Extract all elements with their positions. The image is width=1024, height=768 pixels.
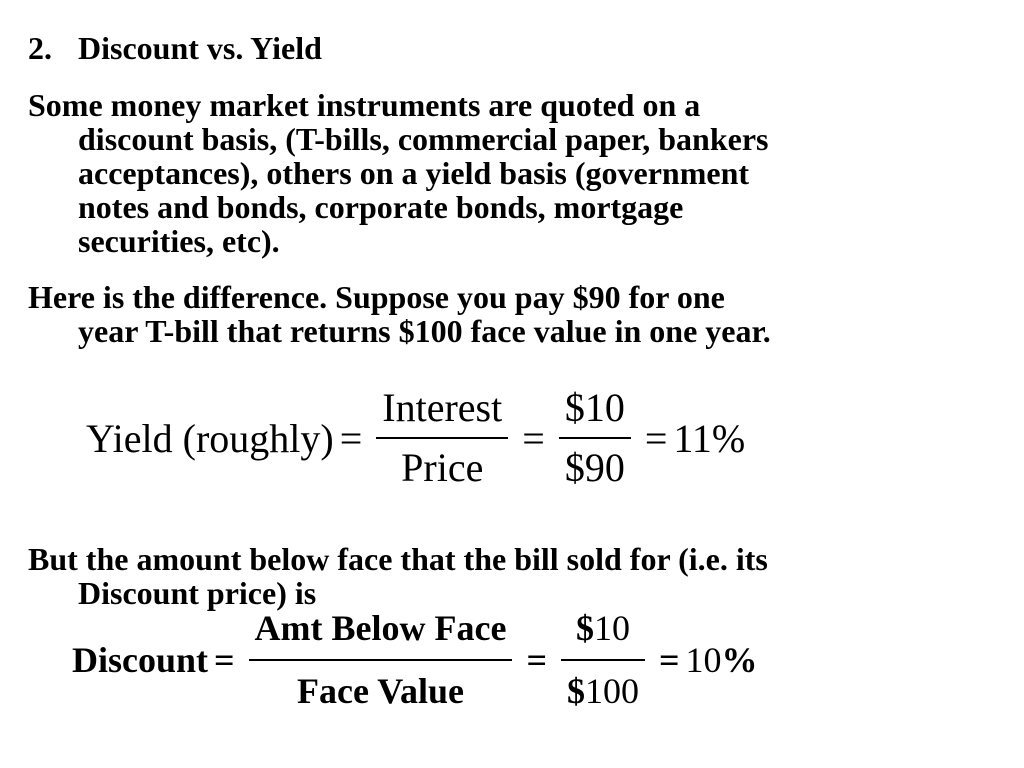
paragraph-line: Here is the difference. Suppose you pay $90 for one xyxy=(28,279,725,315)
fraction-bar xyxy=(249,659,513,661)
dollar-fraction xyxy=(561,606,645,714)
equals-sign: = xyxy=(644,415,668,461)
paragraph-line: But the amount below face that the bill sold for (i.e. its xyxy=(28,541,768,577)
equals-sign: = xyxy=(522,415,545,461)
paragraph-line: acceptances), others on a yield basis (government xyxy=(78,155,750,191)
discount-result xyxy=(686,639,758,681)
fraction-numerator: Amt Below Face xyxy=(254,608,507,649)
result-value: 10 xyxy=(685,640,722,680)
paragraph-line: Some money market instruments are quoted on a xyxy=(28,87,701,123)
denominator-value: 100 xyxy=(584,670,639,711)
interest-over-price-fraction xyxy=(376,385,508,491)
discount-lhs: Discount xyxy=(72,640,209,680)
paragraph-line: Discount price) is xyxy=(78,575,317,611)
fraction-bar xyxy=(376,437,508,439)
fraction-denominator xyxy=(561,669,645,714)
paragraph-line: securities, etc). xyxy=(78,223,280,259)
equals-sign: = xyxy=(339,415,363,461)
fraction-numerator: $10 xyxy=(564,385,625,430)
paragraph-quoting-basis xyxy=(28,88,988,258)
fraction-denominator: Price xyxy=(401,445,484,490)
dollar-fraction xyxy=(559,385,631,491)
fraction-bar xyxy=(559,437,631,439)
dollar-sign: $ xyxy=(566,670,585,711)
heading-number: 2. xyxy=(28,30,52,66)
yield-lhs: Yield (roughly) xyxy=(86,415,334,461)
paragraph-line: notes and bonds, corporate bonds, mortgage xyxy=(78,189,684,225)
equals-sign: = xyxy=(526,640,547,680)
equals-sign: = xyxy=(658,640,680,680)
yield-result: 11% xyxy=(673,415,746,461)
equals-sign: = xyxy=(214,640,235,680)
paragraph-line: discount basis, (T-bills, commercial paper, bankers xyxy=(78,121,769,157)
fraction-bar xyxy=(561,659,645,661)
fraction-numerator: Interest xyxy=(382,385,503,430)
heading-title: Discount vs. Yield xyxy=(78,30,322,66)
paragraph-discount xyxy=(28,542,988,610)
fraction-denominator: Face Value xyxy=(297,670,464,711)
paragraph-difference xyxy=(28,280,988,348)
dollar-sign: $ xyxy=(575,608,594,649)
slide-heading xyxy=(28,30,322,66)
paragraph-line: year T-bill that returns $100 face value in one year. xyxy=(78,313,771,349)
numerator-value: 10 xyxy=(593,608,630,649)
fraction-numerator xyxy=(570,606,636,651)
percent-sign: % xyxy=(721,640,758,680)
amt-below-face-fraction xyxy=(249,606,513,714)
fraction-denominator: $90 xyxy=(564,445,625,490)
yield-equation xyxy=(86,383,745,493)
discount-equation xyxy=(72,608,758,711)
